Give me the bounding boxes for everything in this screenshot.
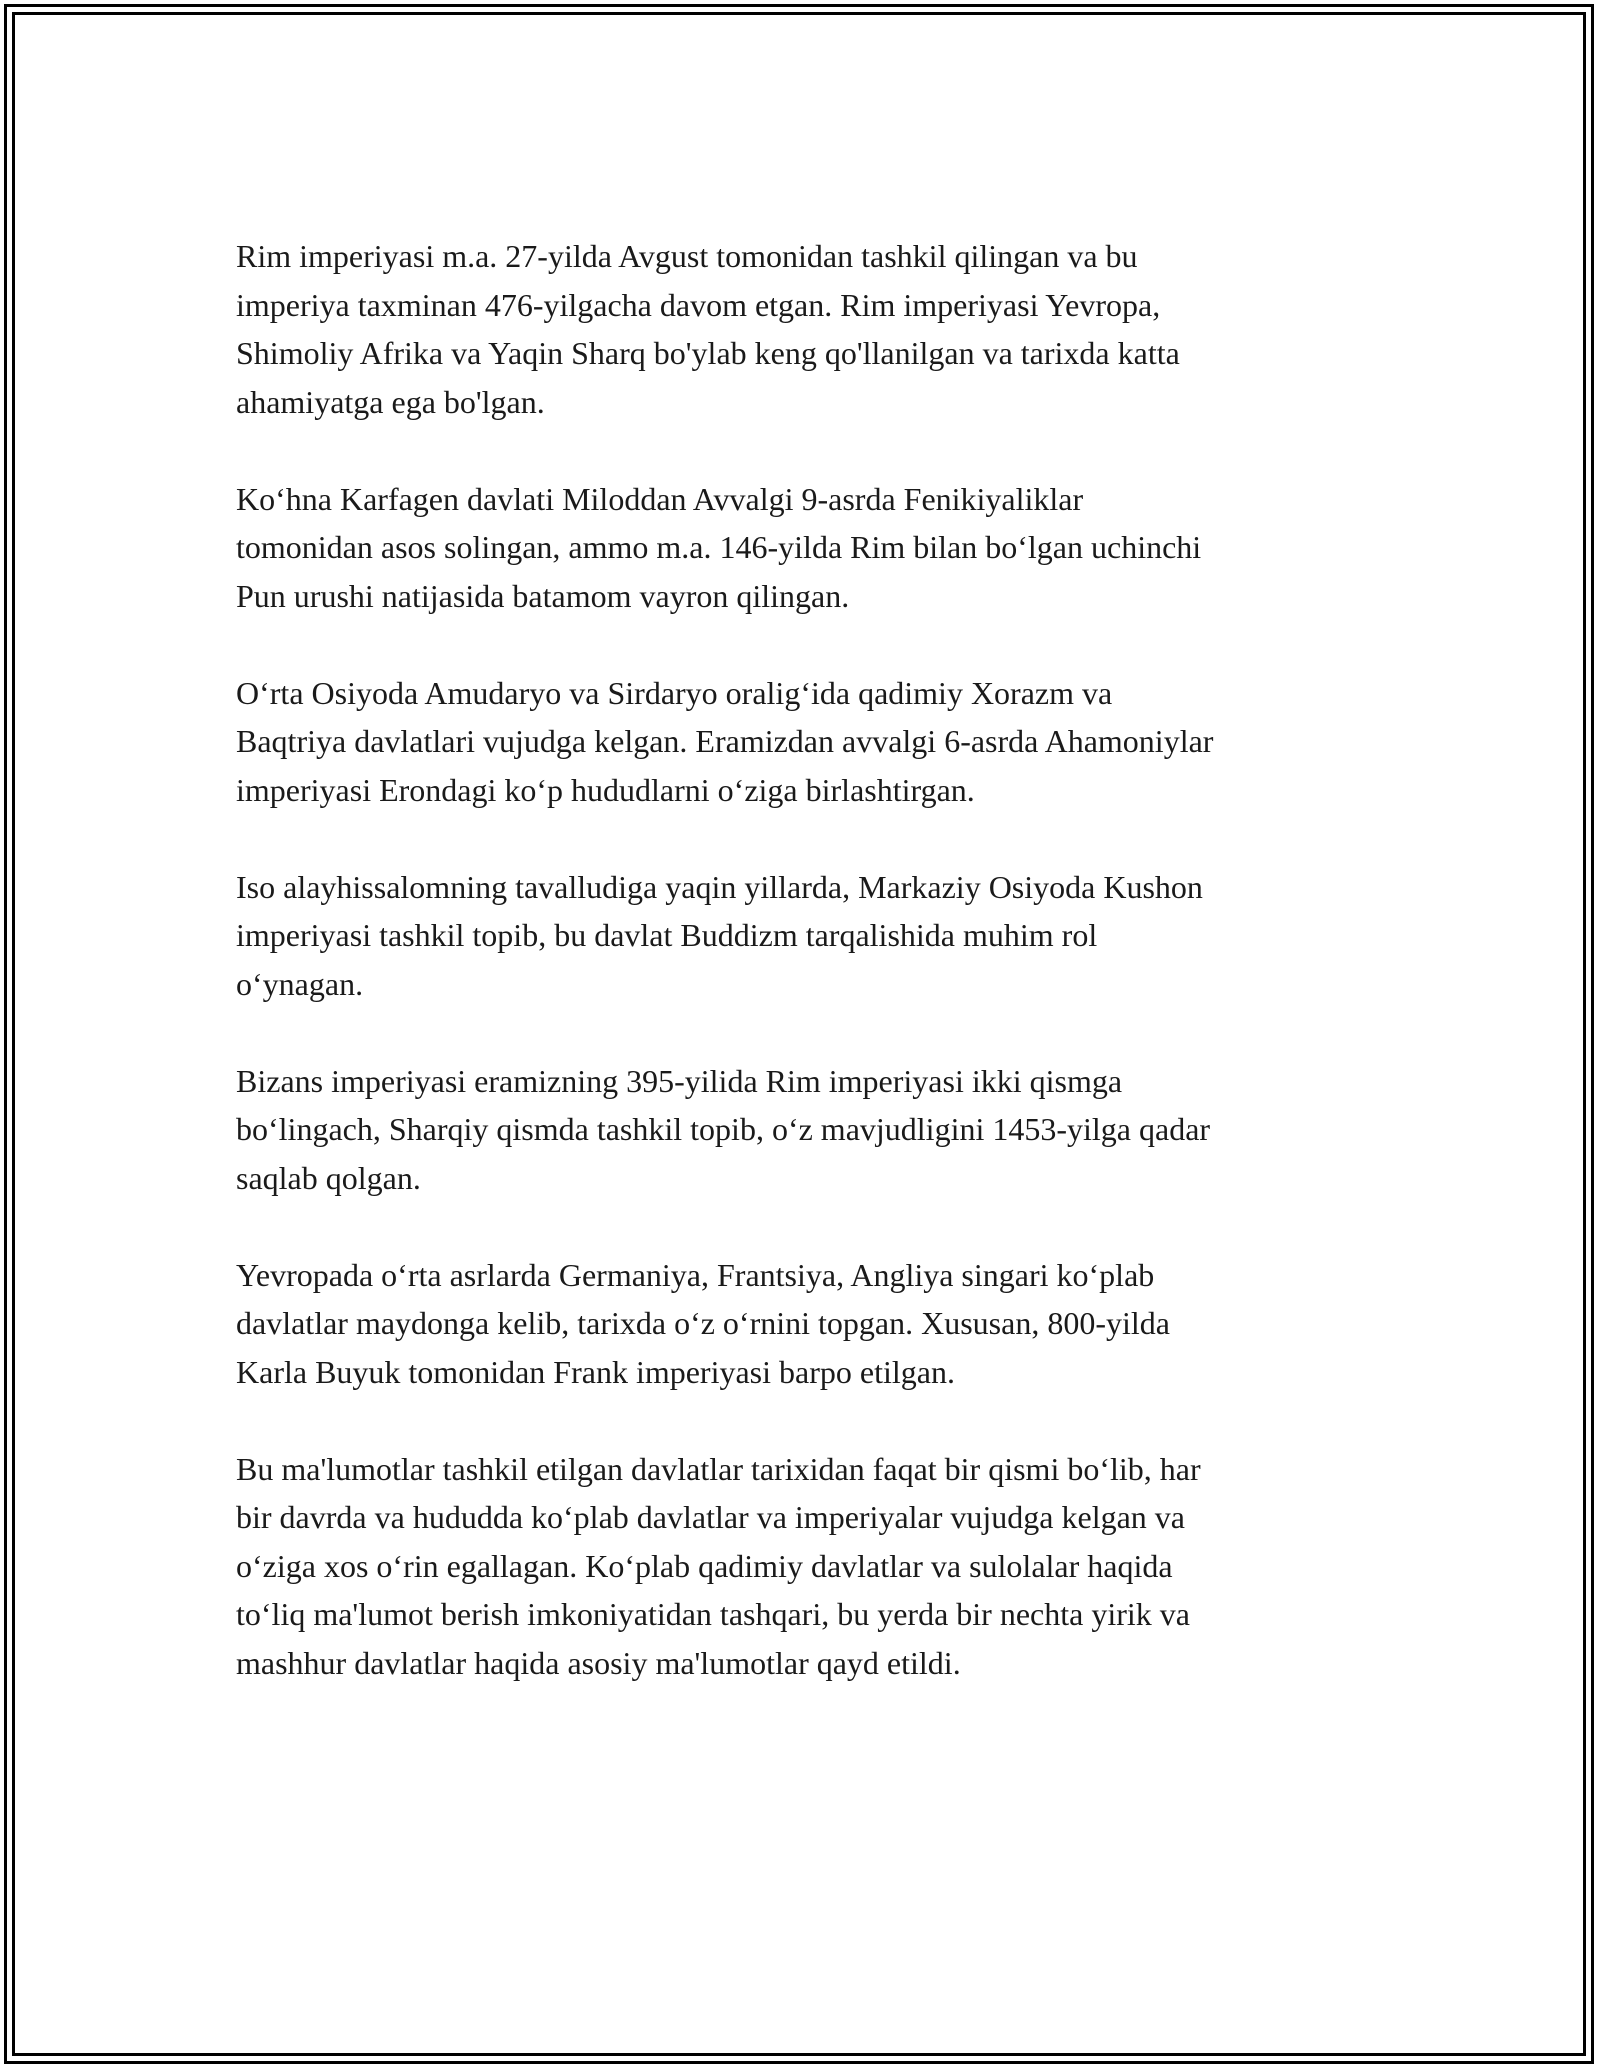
document-body — [236, 232, 1396, 1736]
paragraph-central-asia: Oʻrta Osiyoda Amudaryo va Sirdaryo oraligʻida qadimiy Xorazm va Baqtriya davlatlari vujudga kelgan. Eramizdan avvalgi 6-asrda Ahamoniylar imperiyasi Erondagi koʻp hududlarni oʻziga birlashtirgan. — [236, 674, 1214, 808]
paragraph-carthage: Koʻhna Karfagen davlati Miloddan Avvalgi 9-asrda Fenikiyaliklar tomonidan asos solingan, ammo m.a. 146-yilda Rim bilan boʻlgan uchinchi Pun urushi natijasida batamom vayron qilingan. — [236, 480, 1202, 614]
paragraph-byzantium: Bizans imperiyasi eramizning 395-yilida Rim imperiyasi ikki qismga boʻlingach, Sharqiy qismda tashkil topib, oʻz mavjudligini 1453-yilga qadar saqlab qolgan. — [236, 1062, 1211, 1196]
paragraph-rome: Rim imperiyasi m.a. 27-yilda Avgust tomonidan tashkil qilingan va bu imperiya taxminan 476-yilgacha davom etgan. Rim imperiyasi Yevropa, Shimoliy Afrika va Yaqin Sharq bo'ylab keng qo'llanilgan va tarixda katta ahamiyatga ega bo'lgan. — [236, 238, 1180, 420]
paragraph-conclusion: Bu ma'lumotlar tashkil etilgan davlatlar tarixidan faqat bir qismi boʻlib, har bir davrda va hududda koʻplab davlatlar va imperiyalar vujudga kelgan va oʻziga xos oʻrin egallagan. Koʻplab qadimiy davlatlar va sulolalar haqida toʻliq ma'lumot berish imkoniyatidan tashqari, bu yerda bir nechta yirik va mashhur davlatlar haqida asosiy ma'lumotlar qayd etildi. — [236, 1450, 1201, 1681]
paragraph-kushan: Iso alayhissalomning tavalludiga yaqin yillarda, Markaziy Osiyoda Kushon imperiyasi tashkil topib, bu davlat Buddizm tarqalishida muhim rol oʻynagan. — [236, 868, 1203, 1002]
paragraph-medieval-europe: Yevropada oʻrta asrlarda Germaniya, Frantsiya, Angliya singari koʻplab davlatlar maydonga kelib, tarixda oʻz oʻrnini topgan. Xususan, 800-yilda Karla Buyuk tomonidan Frank imperiyasi barpo etilgan. — [236, 1256, 1170, 1390]
